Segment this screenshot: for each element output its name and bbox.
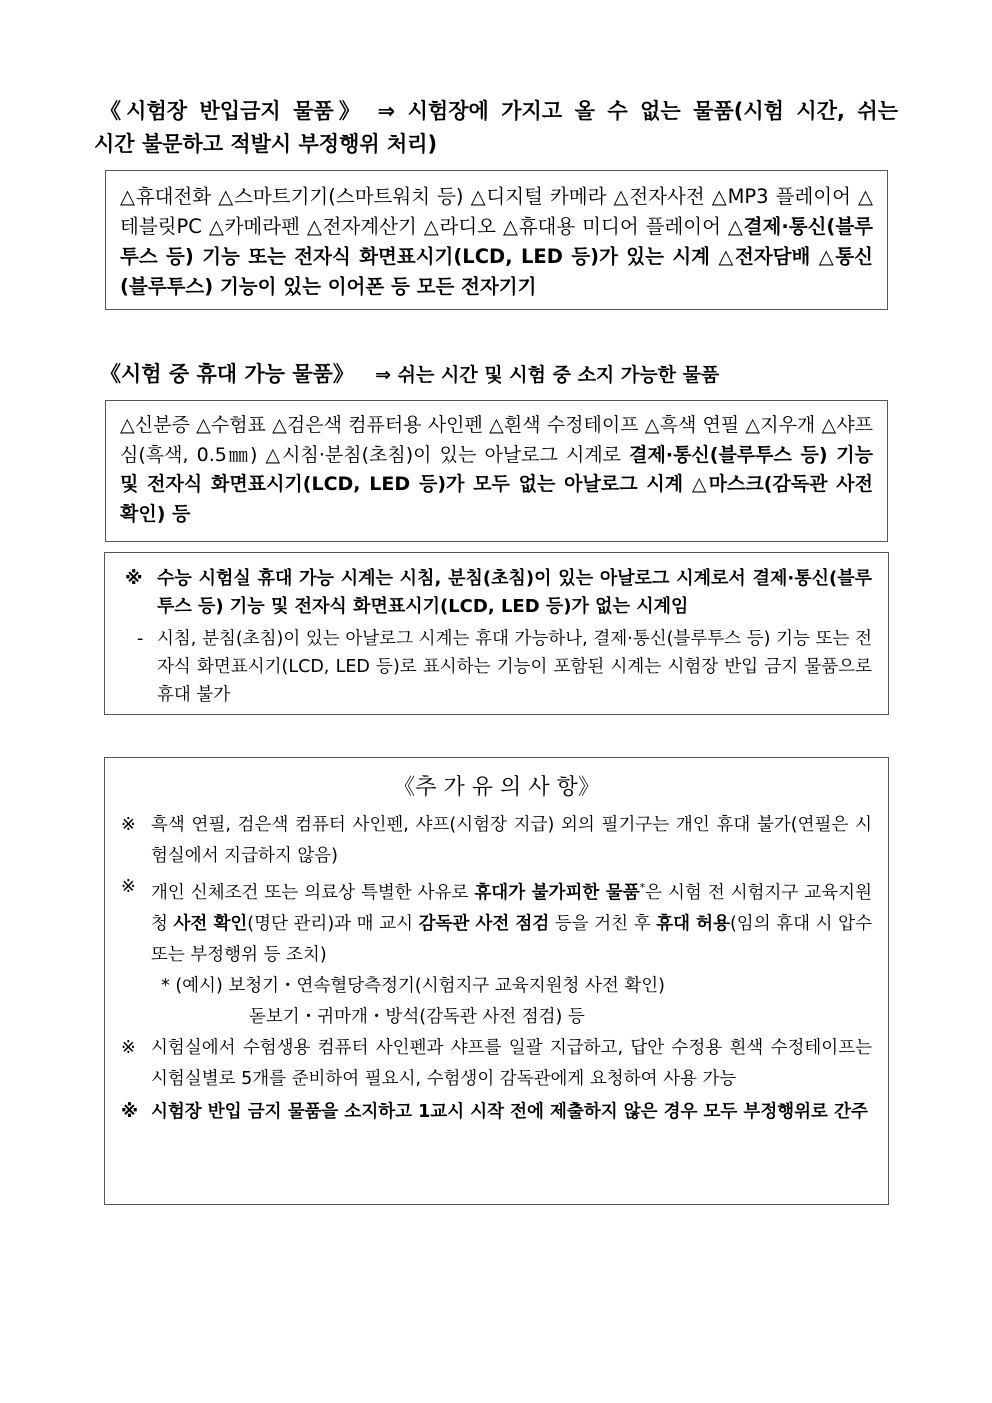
extra-item-2-h: 휴대 허용 [656,913,730,934]
watch-note-detail-row [125,625,872,709]
extra-item-2-e: (명단 관리)과 매 교시 [247,913,419,934]
extra-item-1-text: 흑색 연필, 검은색 컴퓨터 사인펜, 샤프(시험장 지급) 외의 필기구는 개인 휴대 불가(연필은 시험실에서 지급하지 않음) [151,815,872,866]
extra-notes-box [104,757,889,1205]
prohibited-items-box [105,170,888,310]
extra-item-3 [121,1033,872,1095]
extra-item-3-text: 시험실에서 수험생용 컴퓨터 사인펜과 샤프를 일괄 지급하고, 답안 수정용 흰색 수정테이프는 시험실별로 5개를 준비하여 필요시, 수험생이 감독관에게 요청하여 사용 가능 [151,1037,872,1089]
extra-item-2 [121,872,872,971]
extra-item-2-i: (임의 휴대 시 압수 또는 부정행위 등 조치) [151,913,872,965]
allowed-items [120,411,873,529]
extra-mark-4: ※ [121,1101,139,1122]
extra-item-2-g: 등을 거친 후 [549,913,657,934]
extra-item-2-c: 은 시험 전 시험지구 교육지원청 [151,882,872,934]
prohibited-items-plain: △휴대전화 △스마트기기(스마트워치 등) △디지털 카메라 △전자사전 △MP3 플레이어 △테블릿PC △카메라펜 △전자계산기 △라디오 △휴대용 미디어 플레이어 [120,185,873,238]
allowed-heading [100,358,898,392]
prohibited-items-bold: △결제·통신(블루투스 등) 기능 또는 전자식 화면표시기(LCD, LED 등)가 있는 시계 △전자담배 △통신(블루투스) 기능이 있는 이어폰 등 모든 전자기기 [120,215,873,298]
prohibited-heading [94,95,899,161]
extra-example-2: 돋보기・귀마개・방석(감독관 사전 점검) 등 [249,1006,585,1027]
prohibited-heading-desc-1: ⇒ 시험장에 가지고 올 수 없는 물품(시험 시간, 쉬는 [377,99,899,123]
extra-item-2-d: 사전 확인 [173,913,248,934]
note-mark: ※ [125,568,143,589]
allowed-items-bold: 결제·통신(블루투스 등) 기능 및 전자식 화면표시기(LCD, LED 등)가 모두 없는 아날로그 시계 △마스크(감독관 사전 확인) 등 [120,443,873,525]
note-dash: - [137,629,144,649]
watch-note-lead: 수능 시험실 휴대 가능 시계는 시침, 분침(초침)이 있는 아날로그 시계로서 결제·통신(블루투스 등) 기능 및 전자식 화면표시기(LCD, LED 등)가 없는 시계임 [157,568,872,617]
prohibited-items [120,182,873,302]
prohibited-heading-line1 [100,95,898,128]
extra-mark-2: ※ [121,877,136,897]
allowed-heading-title: 《시험 중 휴대 가능 물품》 [100,362,354,386]
extra-item-2-text [151,872,872,971]
extra-item-1 [121,810,872,872]
prohibited-heading-desc-2: 시간 불문하고 적발시 부정행위 처리) [94,132,438,156]
watch-note-lead-row [125,565,872,621]
watch-note-box [104,552,889,715]
allowed-heading-desc: ⇒ 쉬는 시간 및 시험 중 소지 가능한 물품 [375,364,720,386]
extra-item-4-text: 시험장 반입 금지 물품을 소지하고 1교시 시작 전에 제출하지 않은 경우 모두 부정행위로 간주 [151,1101,868,1122]
extra-mark-3: ※ [121,1037,136,1058]
allowed-items-plain: △신분증 △수험표 △검은색 컴퓨터용 사인펜 △흰색 수정테이프 △흑색 연필 △지우개 △샤프심(흑색, 0.5㎜) △시침·분침(초침)이 있는 아날로그 시계로 [120,414,873,466]
extra-example-1: * (예시) 보청기・연속혈당측정기(시험지구 교육지원청 사전 확인) [161,975,665,996]
allowed-items-box [105,400,888,542]
watch-note-detail: 시침, 분침(초침)이 있는 아날로그 시계는 휴대 가능하나, 결제·통신(블루투스 등) 기능 또는 전자식 화면표시기(LCD, LED 등)로 표시하는 기능이 포함된 시계는 시험장 반입 금지 물품으로 휴대 불가 [157,629,872,705]
extra-item-2-a: 개인 신체조건 또는 의료상 특별한 사유로 [151,882,475,903]
extra-item-2-star: * [639,881,646,894]
extra-item-2-b: 휴대가 불가피한 물품 [474,882,640,903]
extra-item-2-f: 감독관 사전 점검 [418,913,550,934]
prohibited-heading-title: 《시험장 반입금지 물품》 [100,99,366,123]
extra-title: 《추 가 유 의 사 항》 [393,775,600,800]
extra-mark-1: ※ [121,815,136,835]
extra-item-4 [121,1097,872,1128]
